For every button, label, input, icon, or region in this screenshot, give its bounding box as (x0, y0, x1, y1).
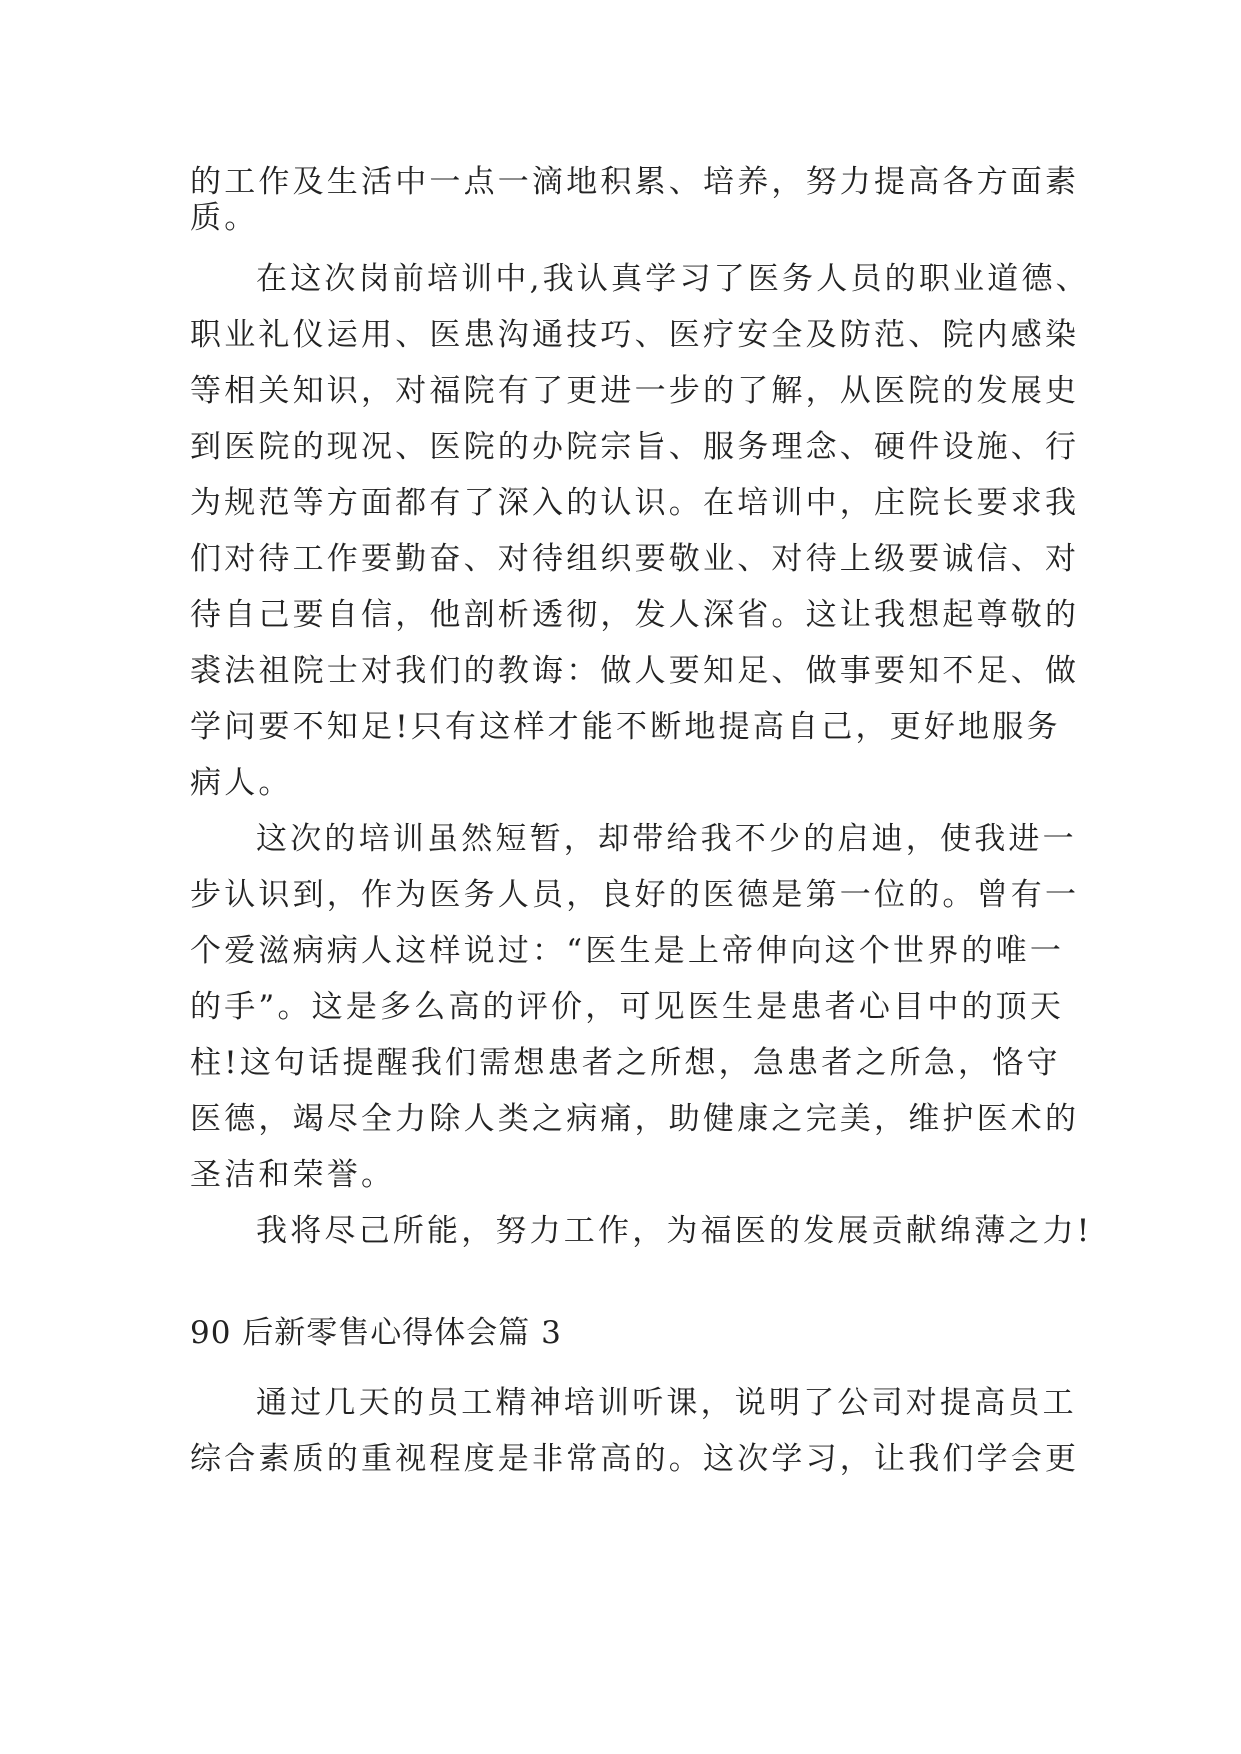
text-line: 待自己要自信，他剖析透彻，发人深省。这让我想起尊敬的 (190, 597, 1080, 633)
text-line: 裘法祖院士对我们的教诲：做人要知足、做事要知不足、做 (190, 653, 1080, 689)
section-heading: 90 后新零售心得体会篇 3 (190, 1315, 562, 1351)
text-line: 圣洁和荣誉。 (190, 1157, 396, 1193)
text-line: 柱!这句话提醒我们需想患者之所想，急患者之所急，恪守 (190, 1045, 1061, 1081)
paragraph-first-line: 在这次岗前培训中,我认真学习了医务人员的职业道德、 (256, 261, 1090, 297)
text-line: 们对待工作要勤奋、对待组织要敬业、对待上级要诚信、对 (190, 541, 1080, 577)
text-line: 步认识到，作为医务人员，良好的医德是第一位的。曾有一 (190, 877, 1080, 913)
text-line: 综合素质的重视程度是非常高的。这次学习，让我们学会更 (190, 1441, 1080, 1477)
paragraph-first-line: 我将尽己所能，努力工作，为福医的发展贡献绵薄之力! (256, 1213, 1093, 1249)
paragraph-first-line: 这次的培训虽然短暂，却带给我不少的启迪，使我进一 (256, 821, 1077, 857)
text-line: 个爱滋病病人这样说过：“医生是上帝伸向这个世界的唯一 (190, 933, 1065, 969)
text-line: 到医院的现况、医院的办院宗旨、服务理念、硬件设施、行 (190, 429, 1080, 465)
text-line: 质。 (190, 200, 259, 236)
paragraph-first-line: 通过几天的员工精神培训听课，说明了公司对提高员工 (256, 1385, 1077, 1421)
text-line: 的手”。这是多么高的评价，可见医生是患者心目中的顶天 (190, 989, 1065, 1025)
text-line: 等相关知识，对福院有了更进一步的了解，从医院的发展史 (190, 373, 1080, 409)
text-line: 病人。 (190, 765, 293, 801)
text-line: 医德，竭尽全力除人类之病痛，助健康之完美，维护医术的 (190, 1101, 1080, 1137)
text-line: 为规范等方面都有了深入的认识。在培训中，庄院长要求我 (190, 485, 1080, 521)
text-line: 学问要不知足!只有这样才能不断地提高自己，更好地服务 (190, 709, 1061, 745)
text-line: 的工作及生活中一点一滴地积累、培养，努力提高各方面素 (190, 164, 1080, 200)
text-line: 职业礼仪运用、医患沟通技巧、医疗安全及防范、院内感染 (190, 317, 1080, 353)
